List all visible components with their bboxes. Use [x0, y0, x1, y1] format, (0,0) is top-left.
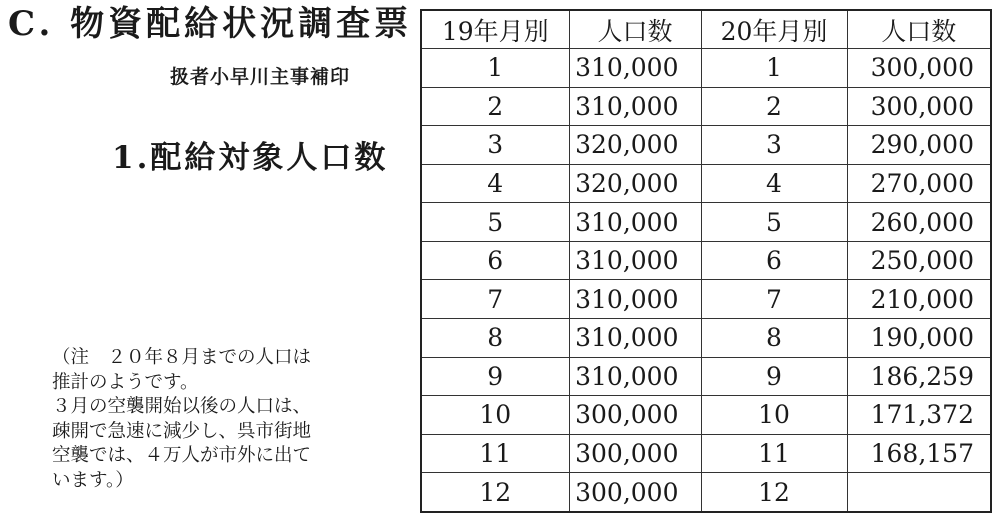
- population-1945-cell: 190,000: [847, 319, 991, 358]
- footnote-line: （注 ２０年８月までの人口は: [52, 347, 312, 368]
- population-1944-cell: 320,000: [569, 126, 701, 165]
- author-line: 扱者小早川主事補印: [170, 66, 351, 88]
- month-1945-cell: 6: [701, 241, 847, 280]
- population-1945-cell: 186,259: [847, 357, 991, 396]
- population-1944-cell: 300,000: [569, 396, 701, 435]
- population-1945-cell: 300,000: [847, 87, 991, 126]
- month-1944-cell: 5: [421, 203, 569, 242]
- table-row: [421, 357, 991, 396]
- month-1944-cell: 9: [421, 357, 569, 396]
- header-month-1945: 20年月別: [701, 10, 847, 49]
- population-1944-cell: 320,000: [569, 164, 701, 203]
- header-population-1945: 人口数: [847, 10, 991, 49]
- population-1945-cell: 171,372: [847, 396, 991, 435]
- population-1945-cell: 300,000: [847, 49, 991, 88]
- month-1944-cell: 7: [421, 280, 569, 319]
- population-1945-cell: 168,157: [847, 434, 991, 473]
- table-row: [421, 434, 991, 473]
- month-1945-cell: 4: [701, 164, 847, 203]
- month-1944-cell: 10: [421, 396, 569, 435]
- population-1944-cell: 310,000: [569, 49, 701, 88]
- population-table: [420, 9, 992, 513]
- footnote-line: います。）: [52, 469, 134, 491]
- table-body: [421, 49, 991, 513]
- population-1944-cell: 300,000: [569, 473, 701, 512]
- table-row: [421, 126, 991, 165]
- month-1945-cell: 7: [701, 280, 847, 319]
- table-row: [421, 241, 991, 280]
- population-1944-cell: 310,000: [569, 241, 701, 280]
- population-1945-cell: 290,000: [847, 126, 991, 165]
- footnote-line: 推計のようです。: [52, 371, 199, 393]
- population-1945-cell: 260,000: [847, 203, 991, 242]
- month-1945-cell: 11: [701, 434, 847, 473]
- population-1945-cell: [847, 473, 991, 512]
- footnote: [52, 346, 412, 493]
- population-1945-cell: 210,000: [847, 280, 991, 319]
- month-1945-cell: 10: [701, 396, 847, 435]
- footnote-line: 疎開で急速に減少し、呉市街地: [52, 420, 312, 442]
- month-1944-cell: 4: [421, 164, 569, 203]
- population-1944-cell: 310,000: [569, 87, 701, 126]
- month-1944-cell: 12: [421, 473, 569, 512]
- month-1945-cell: 2: [701, 87, 847, 126]
- header-month-1944: 19年月別: [421, 10, 569, 49]
- population-1944-cell: 310,000: [569, 280, 701, 319]
- month-1944-cell: 11: [421, 434, 569, 473]
- population-1944-cell: 310,000: [569, 319, 701, 358]
- month-1945-cell: 8: [701, 319, 847, 358]
- table-row: [421, 164, 991, 203]
- table-row: [421, 280, 991, 319]
- month-1944-cell: 6: [421, 241, 569, 280]
- month-1945-cell: 5: [701, 203, 847, 242]
- month-1945-cell: 1: [701, 49, 847, 88]
- month-1944-cell: 2: [421, 87, 569, 126]
- population-1944-cell: 300,000: [569, 434, 701, 473]
- table-row: [421, 87, 991, 126]
- table-row: [421, 473, 991, 512]
- table-row: [421, 49, 991, 88]
- month-1945-cell: 3: [701, 126, 847, 165]
- population-1945-cell: 270,000: [847, 164, 991, 203]
- population-1944-cell: 310,000: [569, 357, 701, 396]
- population-1944-cell: 310,000: [569, 203, 701, 242]
- table-row: [421, 203, 991, 242]
- population-1945-cell: 250,000: [847, 241, 991, 280]
- footnote-line: 空襲では、４万人が市外に出て: [52, 445, 312, 466]
- month-1944-cell: 8: [421, 319, 569, 358]
- section-heading: 1.配給対象人口数: [112, 140, 389, 176]
- document-title: C. 物資配給状況調査票: [8, 4, 413, 44]
- month-1944-cell: 1: [421, 49, 569, 88]
- month-1944-cell: 3: [421, 126, 569, 165]
- table-row: [421, 396, 991, 435]
- table-row: [421, 319, 991, 358]
- footnote-line: ３月の空襲開始以後の人口は、: [52, 396, 312, 417]
- header-population-1944: 人口数: [569, 10, 701, 49]
- month-1945-cell: 9: [701, 357, 847, 396]
- month-1945-cell: 12: [701, 473, 847, 512]
- table-header-row: [421, 10, 991, 49]
